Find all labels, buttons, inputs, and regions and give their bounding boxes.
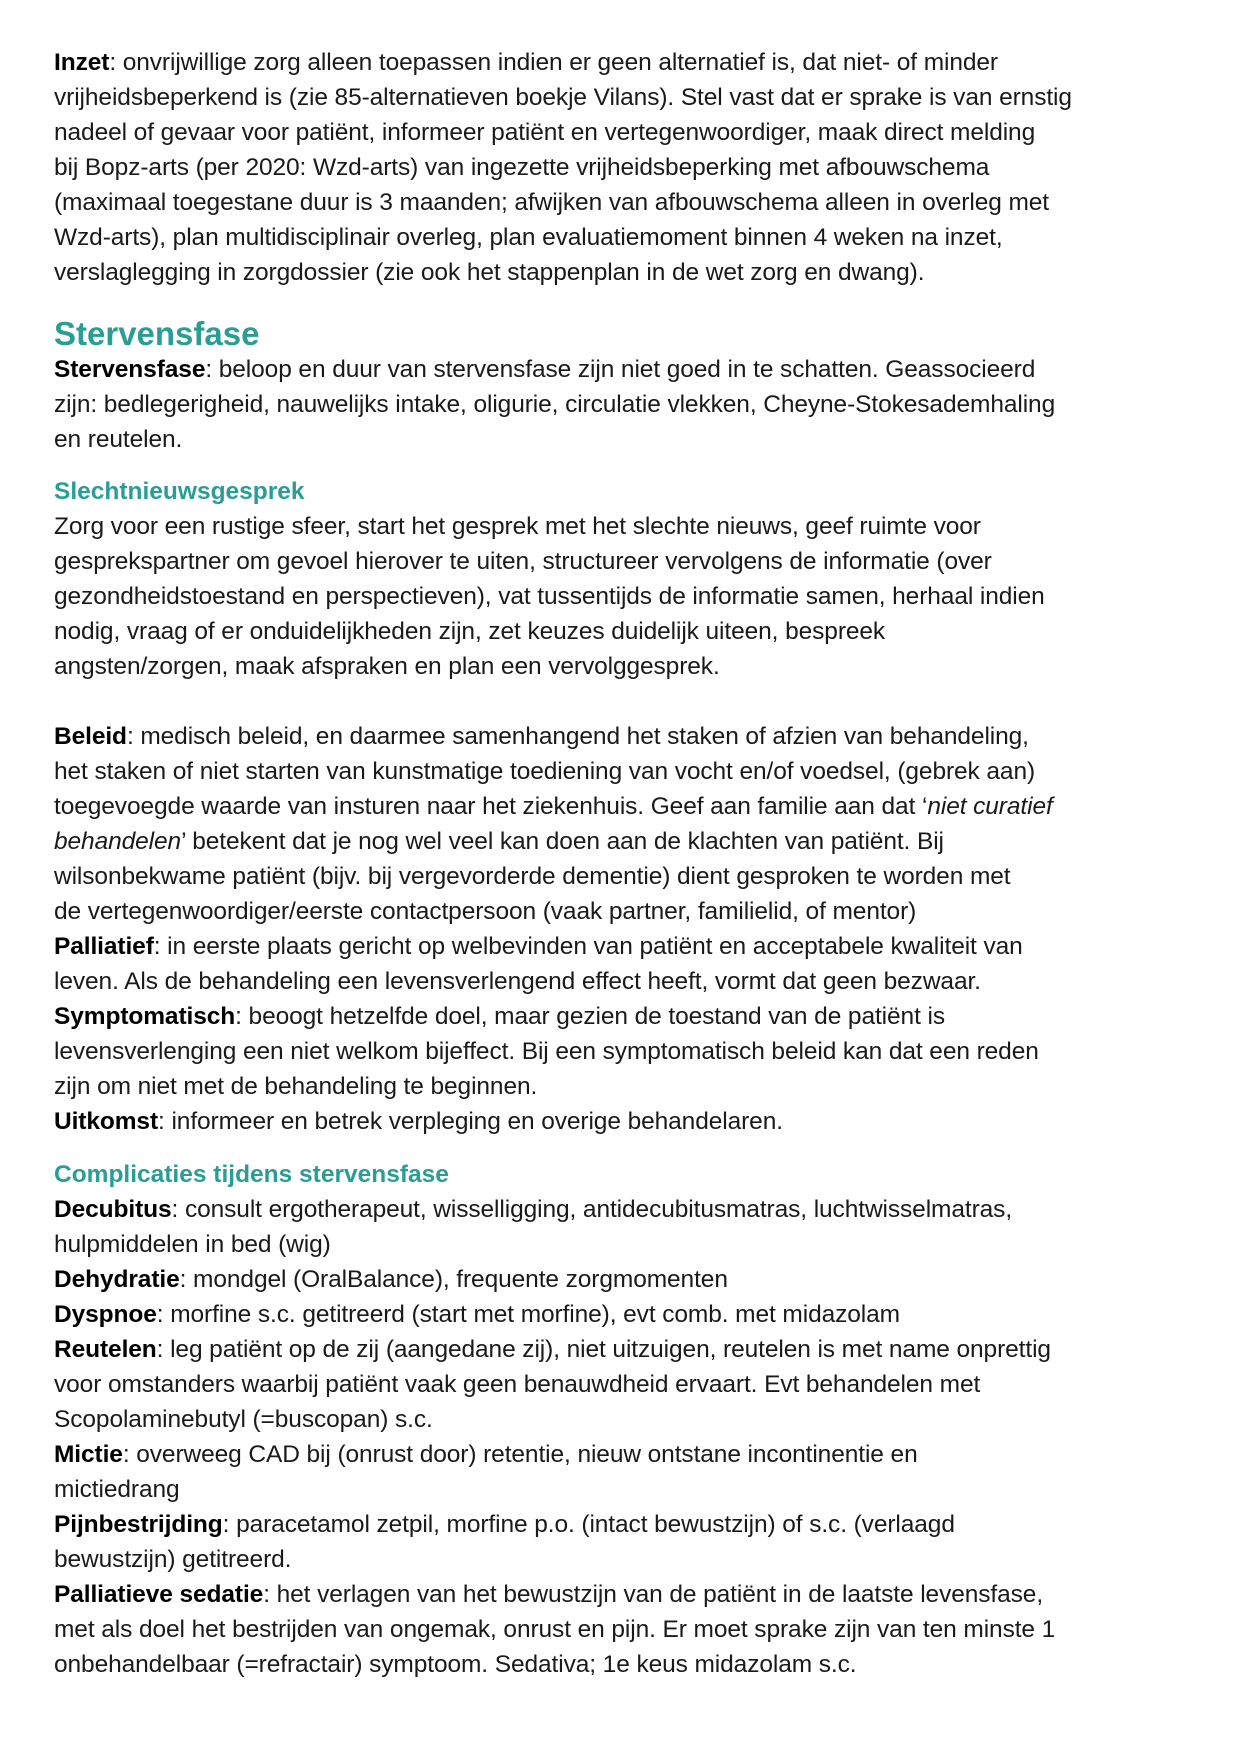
dyspnoe-line-1 [54, 1300, 900, 1330]
beleid-italic-phrase-end: behandelen [54, 828, 182, 855]
inzet-line-2: vrijheidsbeperkend is (zie 85-alternatieven boekje Vilans). Stel vast dat er sprake is van ernstig [54, 84, 1072, 111]
stervensfase-line-3: en reutelen. [54, 426, 183, 453]
sedatie-text: : het verlagen van het bewustzijn van de patiënt in de laatste levensfase, [263, 1581, 1044, 1608]
inzet-line-1 [54, 48, 998, 78]
inzet-line-7: verslaglegging in zorgdossier (zie ook het stappenplan in de wet zorg en dwang). [54, 259, 925, 286]
inzet-line-4: bij Bopz-arts (per 2020: Wzd-arts) van ingezette vrijheidsbeperking met afbouwschema [54, 154, 990, 181]
heading-slechtnieuwsgesprek: Slechtnieuwsgesprek [54, 478, 305, 505]
inzet-text: : onvrijwillige zorg alleen toepassen indien er geen alternatief is, dat niet- of minder [109, 49, 998, 76]
palliatief-line-2: leven. Als de behandeling een levensverlengend effect heeft, vormt dat geen bezwaar. [54, 968, 981, 995]
reutelen-line-1 [54, 1335, 1051, 1365]
sedatie-line-1 [54, 1580, 1043, 1610]
beleid-line-5: wilsonbekwame patiënt (bijv. bij vergevorderde dementie) dient gesproken te worden met [54, 863, 1011, 890]
dehydratie-term: Dehydratie [54, 1266, 180, 1293]
mictie-text: : overweeg CAD bij (onrust door) retentie, nieuw ontstane incontinentie en [122, 1441, 918, 1468]
beleid-line-6: de vertegenwoordiger/eerste contactpersoon (vaak partner, familielid, of mentor) [54, 898, 917, 925]
heading-complicaties: Complicaties tijdens stervensfase [54, 1161, 449, 1188]
dyspnoe-text: : morfine s.c. getitreerd (start met morfine), evt comb. met midazolam [156, 1301, 900, 1328]
symptomatisch-line-2: levensverlenging een niet welkom bijeffect. Bij een symptomatisch beleid kan dat een reden [54, 1038, 1039, 1065]
symptomatisch-term: Symptomatisch [54, 1003, 236, 1030]
inzet-term: Inzet [54, 49, 110, 76]
slechtnieuws-line-3: gezondheidstoestand en perspectieven), vat tussentijds de informatie samen, herhaal indien [54, 583, 1045, 610]
reutelen-term: Reutelen [54, 1336, 157, 1363]
decubitus-text: : consult ergotherapeut, wisselligging, antidecubitusmatras, luchtwisselmatras, [171, 1196, 1013, 1223]
uitkomst-text: : informeer en betrek verpleging en overige behandelaren. [158, 1108, 783, 1135]
decubitus-term: Decubitus [54, 1196, 172, 1223]
inzet-line-3: nadeel of gevaar voor patiënt, informeer patiënt en vertegenwoordiger, maak direct melding [54, 119, 1036, 146]
symptomatisch-text: : beoogt hetzelfde doel, maar gezien de toestand van de patiënt is [235, 1003, 945, 1030]
pijnbestrijding-term: Pijnbestrijding [54, 1511, 223, 1538]
pijnbestrijding-text: : paracetamol zetpil, morfine p.o. (intact bewustzijn) of s.c. (verlaagd [222, 1511, 955, 1538]
beleid-line-3 [54, 792, 1053, 822]
mictie-line-2: mictiedrang [54, 1476, 180, 1503]
stervensfase-line-2: zijn: bedlegerigheid, nauwelijks intake, oligurie, circulatie vlekken, Cheyne-Stokesademhaling [54, 391, 1056, 418]
section-title-stervensfase: Stervensfase [54, 315, 260, 352]
symptomatisch-line-3: zijn om niet met de behandeling te beginnen. [54, 1073, 538, 1100]
sedatie-line-2: met als doel het bestrijden van ongemak, onrust en pijn. Er moet sprake zijn van ten minste 1 [54, 1616, 1056, 1643]
beleid-text: : medisch beleid, en daarmee samenhangend het staken of afzien van behandeling, [126, 723, 1029, 750]
beleid-italic-phrase: niet curatief [927, 793, 1053, 820]
decubitus-line-2: hulpmiddelen in bed (wig) [54, 1231, 331, 1258]
slechtnieuws-line-5: angsten/zorgen, maak afspraken en plan een vervolggesprek. [54, 653, 720, 680]
reutelen-text: : leg patiënt op de zij (aangedane zij), niet uitzuigen, reutelen is met name onprettig [156, 1336, 1051, 1363]
dehydratie-line-1 [54, 1265, 728, 1295]
sedatie-line-3: onbehandelbaar (=refractair) symptoom. Sedativa; 1e keus midazolam s.c. [54, 1651, 857, 1678]
stervensfase-text: : beloop en duur van stervensfase zijn niet goed in te schatten. Geassocieerd [205, 356, 1036, 383]
decubitus-line-1 [54, 1195, 1012, 1225]
stervensfase-line-1 [54, 355, 1035, 385]
slechtnieuws-line-2: gesprekspartner om gevoel hierover te uiten, structureer vervolgens de informatie (over [54, 548, 992, 575]
pijnbestrijding-line-2: bewustzijn) getitreerd. [54, 1546, 292, 1573]
pijnbestrijding-line-1 [54, 1510, 955, 1540]
sedatie-term: Palliatieve sedatie [54, 1581, 264, 1608]
palliatief-line-1 [54, 932, 1023, 962]
dehydratie-text: : mondgel (OralBalance), frequente zorgmomenten [179, 1266, 728, 1293]
palliatief-text: : in eerste plaats gericht op welbevinden van patiënt en acceptabele kwaliteit van [153, 933, 1023, 960]
uitkomst-line-1 [54, 1107, 783, 1137]
beleid-line-4-text: ’ betekent dat je nog wel veel kan doen aan de klachten van patiënt. Bij [181, 828, 944, 855]
reutelen-line-3: Scopolaminebutyl (=buscopan) s.c. [54, 1406, 433, 1433]
beleid-line-2: het staken of niet starten van kunstmatige toediening van vocht en/of voedsel, (gebrek aan) [54, 758, 1036, 785]
beleid-line-1 [54, 722, 1029, 752]
slechtnieuws-line-1: Zorg voor een rustige sfeer, start het gesprek met het slechte nieuws, geef ruimte voor [54, 513, 981, 540]
beleid-term: Beleid [54, 723, 127, 750]
stervensfase-term: Stervensfase [54, 356, 206, 383]
mictie-line-1 [54, 1440, 918, 1470]
slechtnieuws-line-4: nodig, vraag of er onduidelijkheden zijn, zet keuzes duidelijk uiteen, bespreek [54, 618, 886, 645]
symptomatisch-line-1 [54, 1002, 945, 1032]
palliatief-term: Palliatief [54, 933, 154, 960]
inzet-line-5: (maximaal toegestane duur is 3 maanden; afwijken van afbouwschema alleen in overleg met [54, 189, 1049, 216]
mictie-term: Mictie [54, 1441, 123, 1468]
beleid-line-3-text: toegevoegde waarde van insturen naar het ziekenhuis. Geef aan familie aan dat ‘ [54, 793, 928, 820]
uitkomst-term: Uitkomst [54, 1108, 159, 1135]
beleid-line-4 [54, 827, 944, 857]
dyspnoe-term: Dyspnoe [54, 1301, 157, 1328]
reutelen-line-2: voor omstanders waarbij patiënt vaak geen benauwdheid ervaart. Evt behandelen met [54, 1371, 981, 1398]
inzet-line-6: Wzd-arts), plan multidisciplinair overleg, plan evaluatiemoment binnen 4 weken na inzet, [54, 224, 1003, 251]
